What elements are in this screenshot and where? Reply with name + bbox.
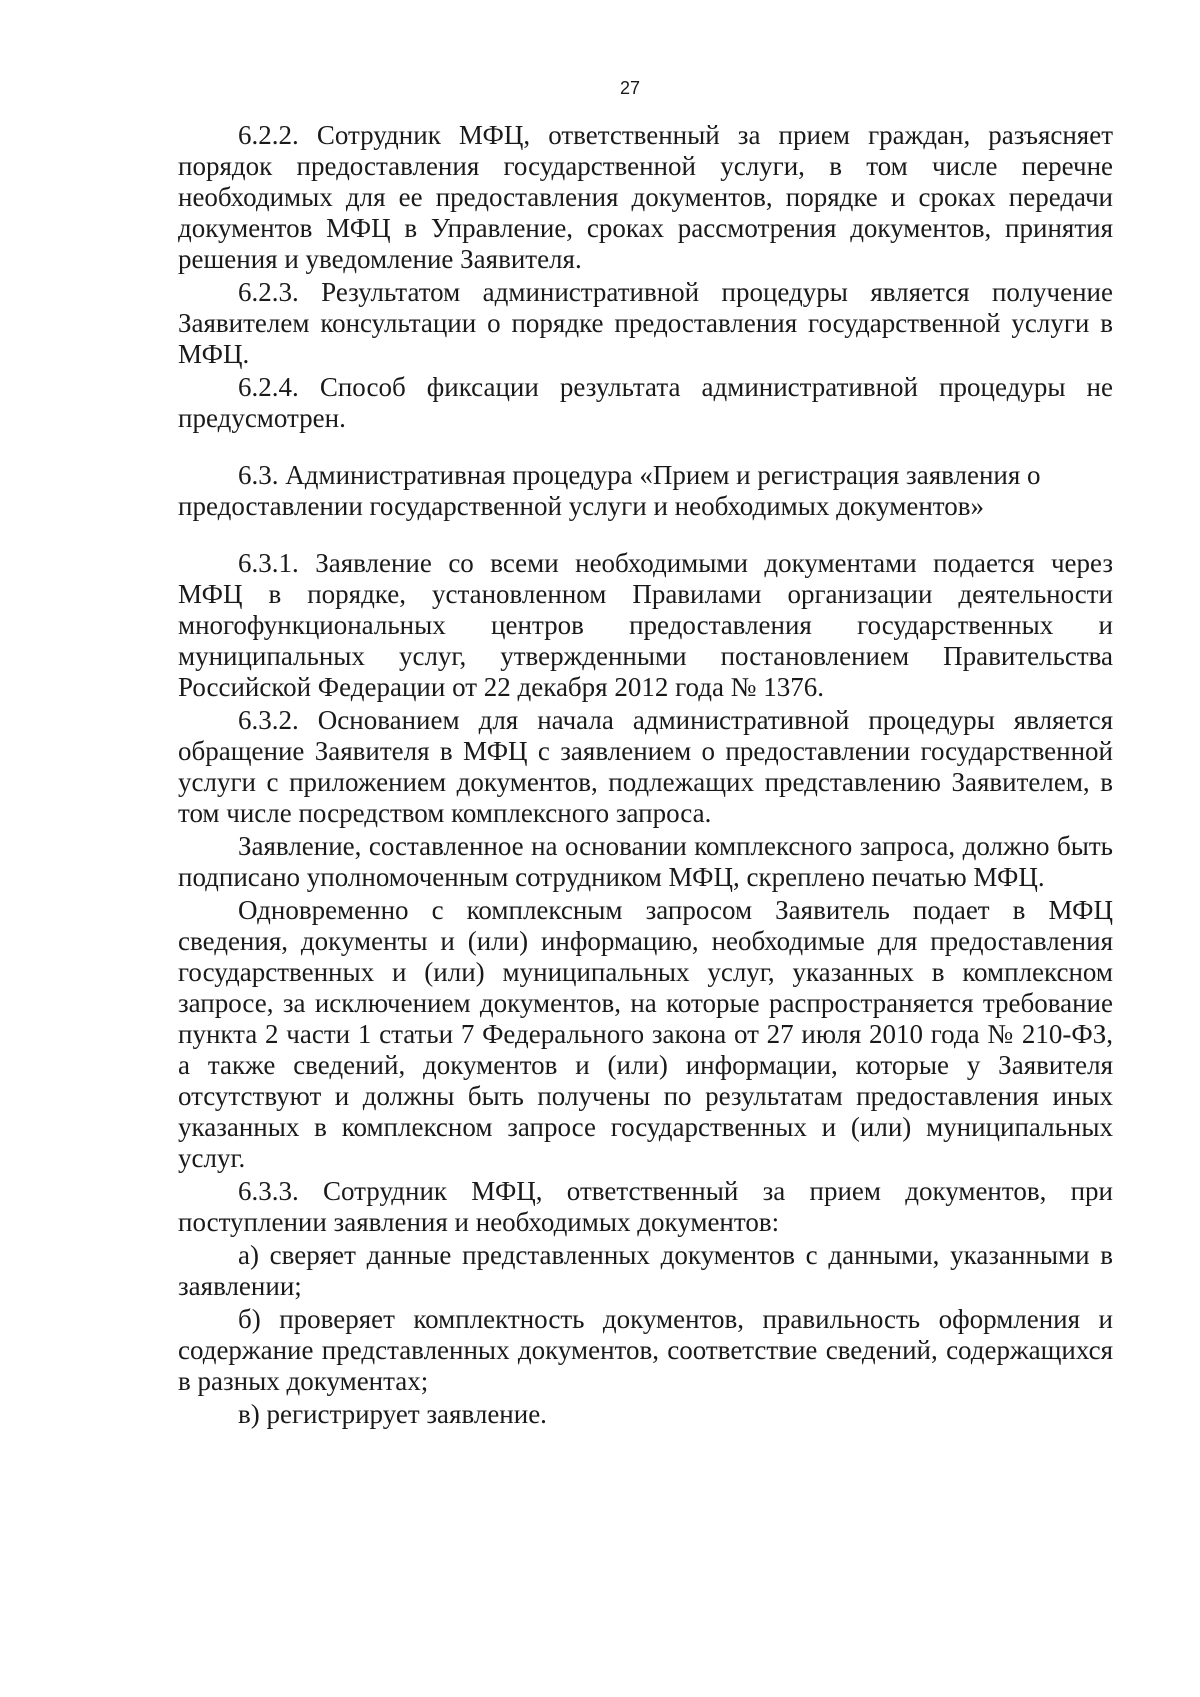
section-heading-6-3: 6.3. Административная процедура «Прием и регистрация заявления о предоставлении государственной услуги и необходимых документов»	[178, 460, 1041, 521]
list-item-b: б) проверяет комплектность документов, правильность оформления и содержание представленных документов, соответствие сведений, содержащихся в разных документах;	[178, 1304, 1113, 1396]
paragraph-6-2-4: 6.2.4. Способ фиксации результата административной процедуры не предусмотрен.	[178, 372, 1113, 433]
paragraph-6-2-3: 6.2.3. Результатом административной процедуры является получение Заявителем консультации о порядке предоставления государственной услуги в МФЦ.	[178, 277, 1113, 369]
list-item-v: в) регистрирует заявление.	[238, 1399, 547, 1429]
paragraph-6-2-2: 6.2.2. Сотрудник МФЦ, ответственный за прием граждан, разъясняет порядок предоставления государственной услуги, в том числе перечне необходимых для ее предоставления документов, порядке и сроках передачи документов МФЦ в Управление, сроках рассмотрения документов, принятия решения и уведомление Заявителя.	[178, 120, 1113, 274]
document-body	[178, 120, 1113, 1432]
paragraph-complex-request: Заявление, составленное на основании комплексного запроса, должно быть подписано уполномоченным сотрудником МФЦ, скреплено печатью МФЦ.	[178, 831, 1113, 892]
paragraph-6-3-2: 6.3.2. Основанием для начала административной процедуры является обращение Заявителя в МФЦ с заявлением о предоставлении государственной услуги с приложением документов, подлежащих представлению Заявителем, в том числе посредством комплексного запроса.	[178, 705, 1113, 828]
paragraph-6-3-3: 6.3.3. Сотрудник МФЦ, ответственный за прием документов, при поступлении заявления и необходимых документов:	[178, 1176, 1113, 1237]
paragraph-simultaneous-submission: Одновременно с комплексным запросом Заявитель подает в МФЦ сведения, документы и (или) информацию, необходимые для предоставления государственных и (или) муниципальных услуг, указанных в комплексном запросе, за исключением документов, на которые распространяется требование пункта 2 части 1 статьи 7 Федерального закона от 27 июля 2010 года № 210-ФЗ, а также сведений, документов и (или) информации, которые у Заявителя отсутствуют и должны быть получены по результатам предоставления иных указанных в комплексном запросе государственных и (или) муниципальных услуг.	[178, 895, 1113, 1173]
list-item-a: а) сверяет данные представленных документов с данными, указанными в заявлении;	[178, 1240, 1113, 1301]
page-number: 27	[619, 78, 641, 98]
paragraph-6-3-1: 6.3.1. Заявление со всеми необходимыми документами подается через МФЦ в порядке, установленном Правилами организации деятельности многофункциональных центров предоставления государственных и муниципальных услуг, утвержденными постановлением Правительства Российской Федерации от 22 декабря 2012 года № 1376.	[178, 548, 1113, 702]
